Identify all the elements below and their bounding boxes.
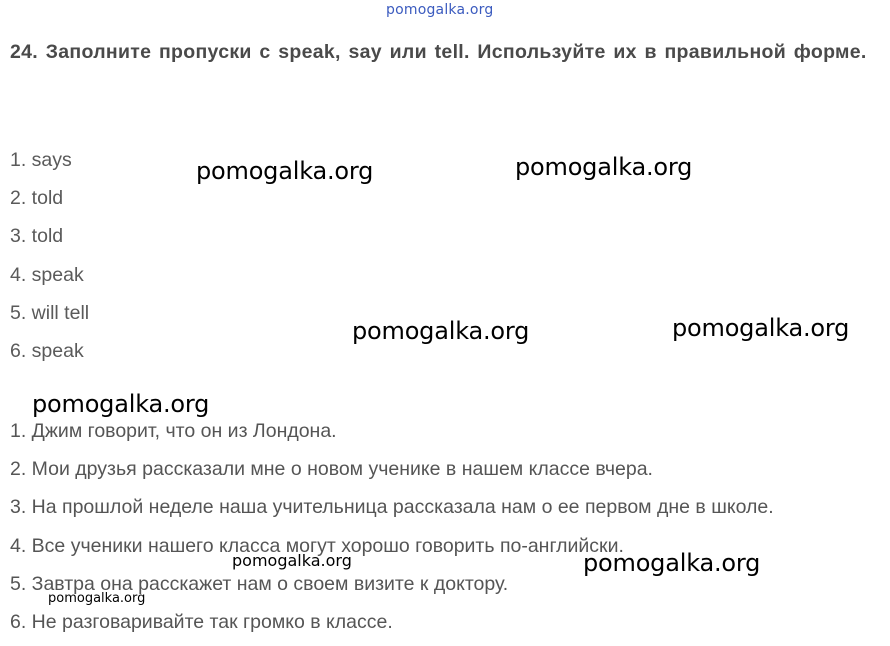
answer-item: 3. told [10,225,64,248]
answer-item: 1. says [10,149,72,171]
watermark: pomogalka.org [32,390,210,418]
answer-item: 5. will tell [10,301,90,324]
translation-item: 5. Завтра она расскажет нам о своем визите к доктору. [10,572,509,595]
translation-item: 4. Все ученики нашего класса могут хорошо говорить по-английски. [10,534,624,557]
answer-item: 4. speak [10,263,84,286]
answer-item: 6. speak [10,339,84,362]
translation-item: 6. Не разговаривайте так громко в классе. [10,610,393,633]
watermark: pomogalka.org [583,549,761,577]
answer-item: 2. told [10,187,64,210]
watermark: pomogalka.org [48,591,146,606]
watermark: pomogalka.org [352,317,530,345]
task-title: 24. Заполните пропуски с speak, say или tell. Используйте их в правильной форме. [10,41,867,63]
watermark: pomogalka.org [515,153,693,181]
watermark: pomogalka.org [672,314,850,342]
watermark: pomogalka.org [196,157,374,185]
translation-item: 3. На прошлой неделе наша учительница рассказала нам о ее первом дне в школе. [10,496,774,519]
translation-item: 2. Мои друзья рассказали мне о новом ученике в нашем классе вчера. [10,458,653,481]
answer-list [10,144,89,373]
translation-item: 1. Джим говорит, что он из Лондона. [10,420,337,442]
translation-list [10,415,774,644]
watermark: pomogalka.org [232,551,352,570]
site-watermark: pomogalka.org [386,2,494,18]
